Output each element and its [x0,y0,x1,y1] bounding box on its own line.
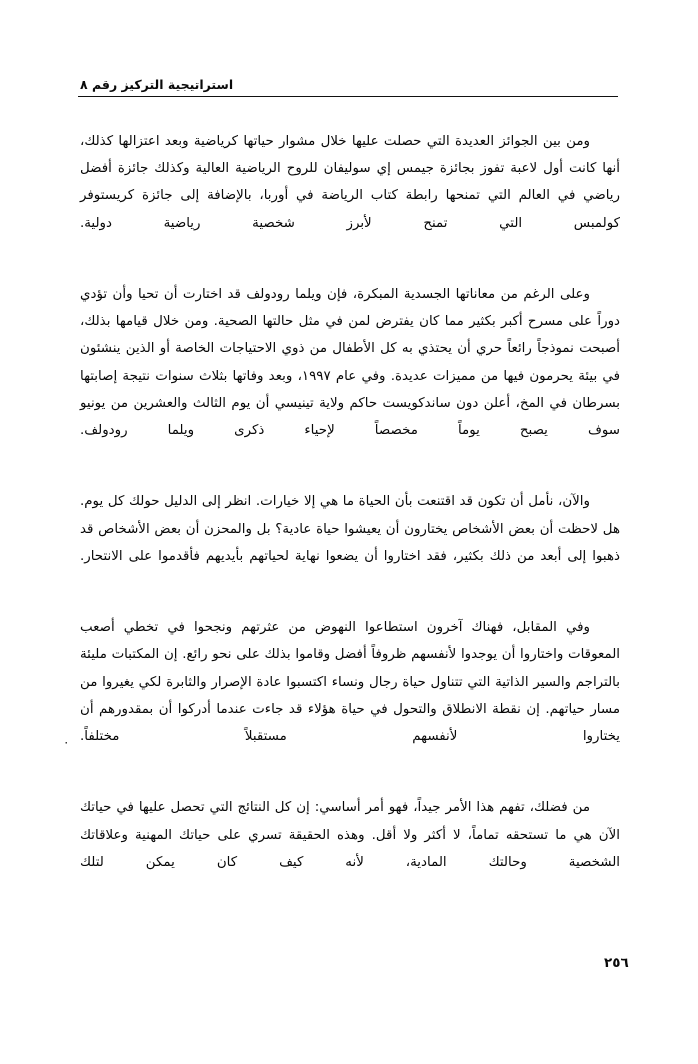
running-head [78,74,620,95]
body-text-block [80,128,620,903]
page-number: ٢٥٦ [604,955,629,971]
paragraph: ومن بين الجوائز العديدة التي حصلت عليها خلال مشوار حياتها كرياضية وبعد اعتزالها كذلك، أنها كانت أول لاعبة تفوز بجائزة جيمس إي سوليفان للروح الرياضية العالية وكذلك جائزة أفضل رياضي في العالم التي تمنحها رابطة كتاب الرياضة في أوربا، بالإضافة إلى جائزة كريستوفر كولمبس التي تمنح لأبرز شخصية رياضية دولية. [80,134,620,231]
paragraph: وعلى الرغم من معاناتها الجسدية المبكرة، فإن ويلما رودولف قد اختارت أن تحيا وأن تؤدي دوراً على مسرح أكبر بكثير مما كان يفترض لمن في مثل حالتها الصحية. ومن خلال قيامها بذلك، أصبحت نموذجاً رائعاً حري أن يحتذي به كل الأطفال من ذوي الاحتياجات الخاصة أو الذين ينشئون في بيئة يحرمون فيها من مميزات عديدة. وفي عام ١٩٩٧، وبعد وفاتها بثلاث سنوات نتيجة إصابتها بسرطان في المخ، أعلن دون ساندكويست حاكم ولاية تينيسي أن يوم الثالث والعشرين من يونيو سوف يصبح يوماً مخصصاً لإحياء ذكرى ويلما رودولف. [80,287,620,439]
paragraph: والآن، نأمل أن تكون قد اقتنعت بأن الحياة ما هي إلا خيارات. انظر إلى الدليل حولك كل يوم. هل لاحظت أن بعض الأشخاص يختارون أن يعيشوا حياة عادية؟ بل والمحزن أن بعض الأشخاص قد ذهبوا إلى أبعد من ذلك بكثير، فقد اختاروا أن يضعوا نهاية لحياتهم بأيديهم فأقدموا على الانتحار. [80,494,620,564]
paragraph: وفي المقابل، فهناك آخرون استطاعوا النهوض من عثرتهم ونجحوا في تخطي أصعب المعوقات واختاروا أن يوجدوا لأنفسهم ظروفاً أفضل وقاموا بذلك على نحو رائع. إن المكتبات مليئة بالتراجم والسير الذاتية التي تتناول حياة رجال ونساء اكتسبوا عادة الإصرار والثابرة لكي يغيروا من مسار حياتهم. إن نقطة الانطلاق والتحول في حياة هؤلاء قد جاءت عندما أدركوا أن بمقدورهم أن يختاروا لأنفسهم مستقبلاً مختلفاً. [80,620,620,745]
paragraph: من فضلك، تفهم هذا الأمر جيداً، فهو أمر أساسي: إن كل النتائج التي تحصل عليها في حياتك الآن هي ما تستحقه تماماً، لا أكثر ولا أقل. وهذه الحقيقة تسري على حياتك المهنية وعلاقاتك الشخصية وحالتك المادية، لأنه كيف كان يمكن لتلك [80,800,620,870]
margin-mark: ٠ [63,735,70,749]
running-head-rule [78,96,618,97]
running-head-title: استراتيجية التركيز رقم ٨ [80,77,234,92]
folio [604,952,684,971]
